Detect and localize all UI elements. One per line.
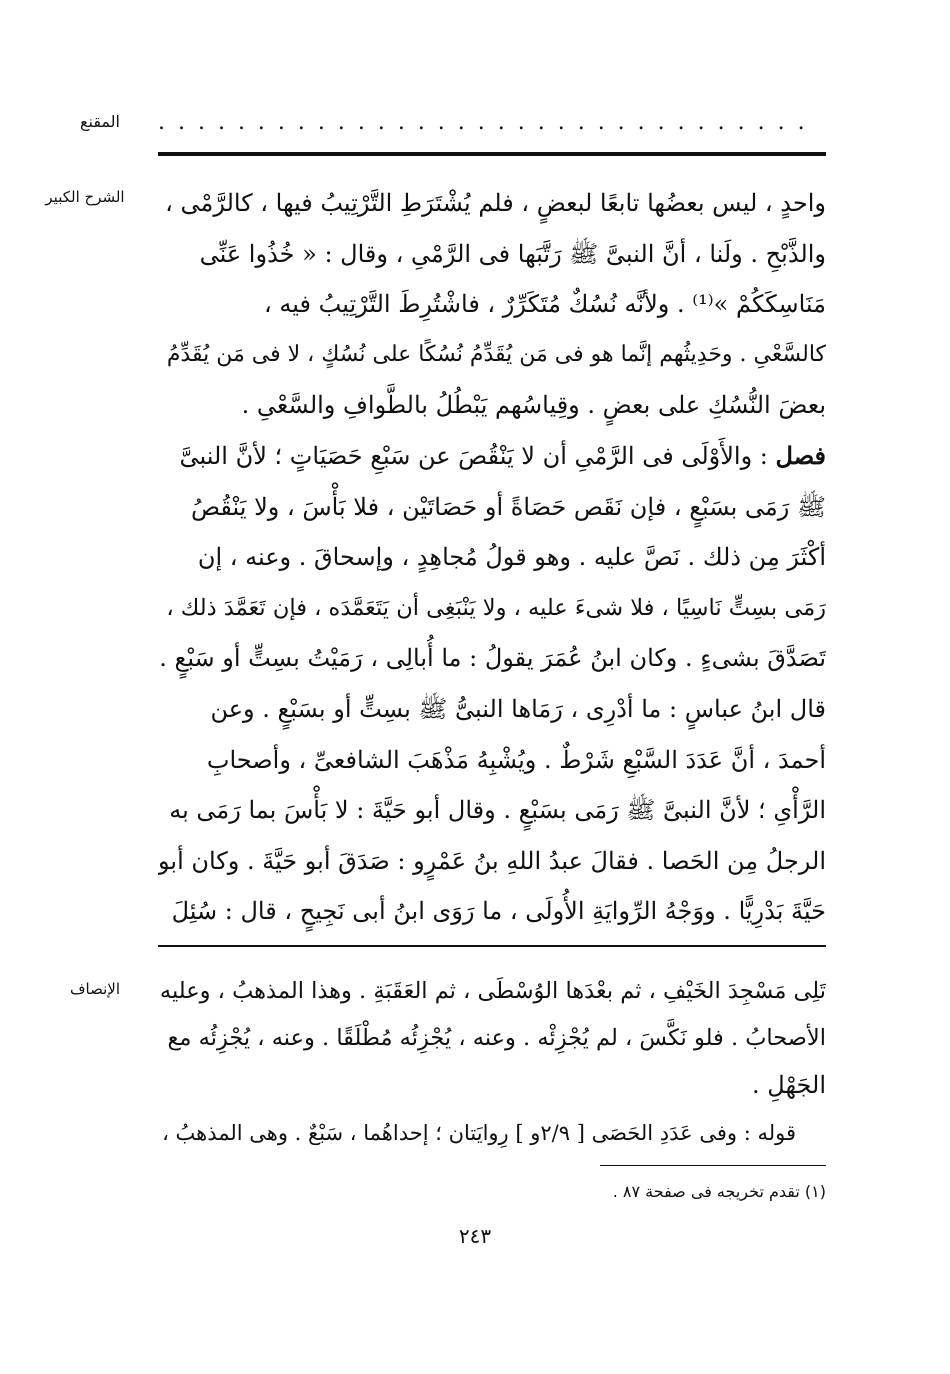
margin-label-sharh: الشرح الكبير (45, 188, 125, 206)
page-number: ٢٤٣ (458, 1224, 492, 1248)
qawl-paragraph (158, 1108, 826, 1158)
footnote-rule (600, 1165, 826, 1166)
fasl-first-line-text: : والأَوْلَى فى الرَّمْىِ أن لا يَنْقُصَ عن سَبْعِ حَصَيَاتٍ ؛ لأنَّ النبىَّ (179, 442, 776, 470)
fasl-heading: فصل (775, 441, 826, 470)
footnote: (١) تقدم تخريجه فى صفحة ٨٧ . (612, 1182, 826, 1201)
text-line: تَصَدَّقَ بشىءٍ . وكان ابنُ عُمَرَ يقولُ : ما أُبالِى ، رَمَيْتُ بسِتٍّ أو سَبْعٍ . (159, 644, 826, 673)
text-line: الرَّأْىِ ؛ لأنَّ النبىَّ ﷺ رَمَى بسَبْعٍ . وقال أبو حَيَّةَ : لا بَأْسَ بما رَمَى به (169, 796, 826, 825)
fasl-first-line (158, 431, 826, 482)
text-line: قال ابنُ عباسٍ : ما أدْرِى ، رَمَاها النبىُّ ﷺ بسِتٍّ أو بسَبْعٍ . وعن (210, 694, 826, 723)
text-line: واحدٍ ، ليس بعضُها تابعًا لبعضٍ ، فلم يُشْتَرَطِ التَّرْتِيبُ فيها ، كالرَّمْى ، (165, 189, 826, 217)
fasl-section (158, 431, 826, 937)
insaf-paragraph (158, 968, 826, 1109)
text-line: مَنَاسِكَكُمْ »⁽¹⁾ . ولأنَّه نُسُكٌ مُتَكَرِّرٌ ، فاشْتُرِطَ التَّرْتِيبُ فيه ، (264, 290, 826, 319)
text-line: رَمَى بسِتٍّ نَاسِيًا ، فلا شىءَ عليه ، ولا يَنْبَغِى أن يَتَعَمَّدَه ، فإن تَعَمَّدَ ذلك ، (166, 594, 826, 621)
text-line: والذَّبْحِ . ولَنا ، أنَّ النبىَّ ﷺ رَتَّبَها فى الرَّمْىِ ، وقال : « خُذُوا عَنِّى (199, 239, 826, 268)
text-line: الجَهْلِ . (752, 1071, 826, 1099)
header-dotted-leader: . . . . . . . . . . . . . . . . . . . . . . . . . . . . . . . . . (158, 110, 808, 135)
text-line: كالسَّعْىِ . وحَدِيثُهم إنَّما هو فى مَن يُقَدِّمُ نُسُكًا على نُسُكٍ ، لا فى مَن يُقَدِّمُ (166, 341, 826, 367)
header-rule (158, 152, 826, 156)
text-line: الأصحابُ . فلو نَكَّسَ ، لم يُجْزِئْه . وعنه ، يُجْزِئُه مُطْلَقًا . وعنه ، يُجْزِئُه مع (167, 1025, 826, 1051)
text-line: ﷺ رَمَى بسَبْعٍ ، فإن نَقَص حَصَاةً أو حَصَاتَيْن ، فلا بَأْسَ ، ولا يَنْقُصُ (191, 492, 826, 521)
section-divider (158, 945, 826, 947)
text-line: أكْثَرَ مِن ذلك . نَصَّ عليه . وهو قولُ مُجاهِدٍ ، وإسحاقَ . وعنه ، إن (197, 543, 826, 572)
text-line: الرجلُ مِن الحَصا . فقالَ عبدُ اللهِ بنُ عَمْرٍو : صَدَقَ أبو حَيَّةَ . وكان أبو (158, 846, 826, 875)
sharh-paragraph (158, 178, 826, 431)
text-line: تَلِى مَسْجِدَ الخَيْفِ ، ثم بعْدَها الوُسْطَى ، ثم العَقَبَةِ . وهذا المذهبُ ، وعليه (159, 978, 826, 1004)
text-line: حَيَّةَ بَدْرِيًّا . ووَجْهُ الرِّوايَةِ الأُولَى ، ما رَوَى ابنُ أبى نَجِيحٍ ، قال : سُئِلَ (171, 897, 826, 926)
text-line: بعضَ النُّسُكِ على بعضٍ . وقِياسُهم يَبْطُلُ بالطَّوافِ والسَّعْىِ . (241, 391, 826, 420)
margin-label-insaf: الإنصاف (69, 980, 121, 998)
text-line: قوله : وفى عَدَدِ الحَصَى [ ٢/٩و ] رِوايَتان ؛ إحداهُما ، سَبْعٌ . وهى المذهبُ ، (162, 1121, 796, 1145)
running-title: المقنع (79, 112, 120, 131)
text-line: أحمدَ ، أنَّ عَدَدَ السَّبْعِ شَرْطٌ . ويُشْبِهُ مَذْهَبَ الشافعىِّ ، وأصحابِ (206, 745, 826, 774)
